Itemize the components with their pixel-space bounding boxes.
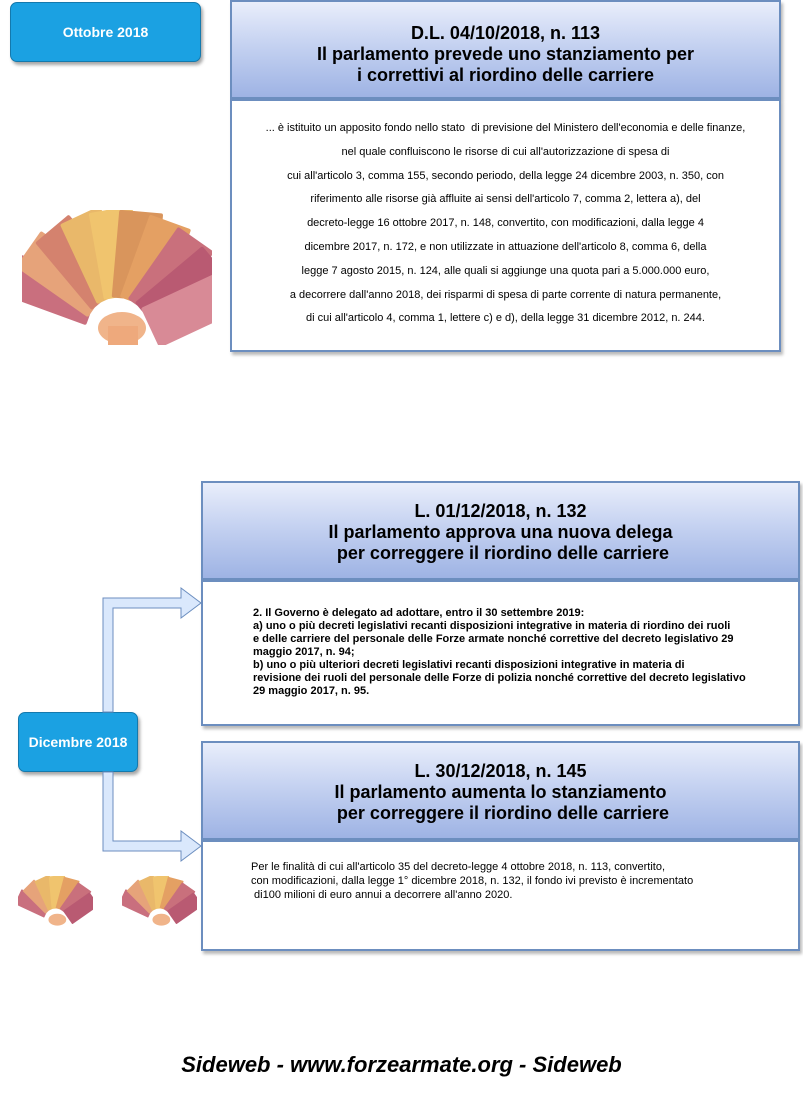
law-text-line: con modificazioni, dalla legge 1° dicembre 2018, n. 132, il fondo ivi previsto è incrementato <box>251 875 694 887</box>
law-text-line: dicembre 2017, n. 172, e non utilizzate in attuazione dell'articolo 8, comma 6, della <box>304 240 707 253</box>
law-subtitle: per correggere il riordino delle carriere <box>331 803 670 823</box>
footer-credit: Sideweb - www.forzearmate.org - Sideweb <box>181 1052 622 1077</box>
law-text-line: ... è istituito un apposito fondo nello stato di previsione del Ministero dell'economia e delle finanze, <box>265 122 746 134</box>
law-subtitle: Il parlamento approva una nuova delega <box>328 522 673 542</box>
law-card-l-132 <box>201 481 800 726</box>
law-text-line: di100 milioni di euro annui a decorrere all'anno 2020. <box>251 889 513 901</box>
law-text-line: b) uno o più ulteriori decreti legislativi recanti disposizioni integrative in materia di <box>253 659 685 671</box>
law-text-line: e delle carriere del personale delle Forze armate nonché correttive del decreto legislativo 29 <box>253 633 734 645</box>
law-text-line: maggio 2017, n. 94; <box>253 646 355 658</box>
date-label-december: Dicembre 2018 <box>18 712 138 772</box>
law-text-line: di cui all'articolo 4, comma 1, lettere c) e d), della legge 31 dicembre 2012, n. 244. <box>306 312 705 325</box>
law-card-body <box>201 580 800 726</box>
law-title: L. 30/12/2018, n. 145 <box>414 761 587 781</box>
law-text-line: cui all'articolo 3, comma 155, secondo periodo, della legge 24 dicembre 2003, n. 350, con <box>287 169 724 182</box>
law-subtitle: per correggere il riordino delle carriere <box>331 543 670 563</box>
law-title: D.L. 04/10/2018, n. 113 <box>410 23 601 43</box>
law-subtitle: Il parlamento prevede uno stanziamento per <box>316 44 695 64</box>
law-text-line: legge 7 agosto 2015, n. 124, alle quali si aggiunge una quota pari a 5.000.000 euro, <box>301 264 710 277</box>
law-card-body <box>230 99 781 352</box>
law-text-line: Per le finalità di cui all'articolo 35 del decreto-legge 4 ottobre 2018, n. 113, convertito, <box>251 861 666 873</box>
law-text-line: 29 maggio 2017, n. 95. <box>253 685 370 697</box>
law-card-l-145 <box>201 741 800 951</box>
arrow-to-law-145 <box>103 772 201 861</box>
law-card-body <box>201 840 800 951</box>
law-subtitle: Il parlamento aumenta lo stanziamento <box>334 782 667 802</box>
law-card-header <box>201 741 800 840</box>
law-title: L. 01/12/2018, n. 132 <box>414 501 587 521</box>
law-card-dl-113 <box>230 0 781 352</box>
law-card-header <box>201 481 800 580</box>
money-icon <box>18 876 93 926</box>
law-text-line: a decorrere dall'anno 2018, dei risparmi di spesa di parte corrente di natura permanente, <box>289 288 722 301</box>
law-subtitle: i correttivi al riordino delle carriere <box>356 65 655 85</box>
arrow-to-law-132 <box>103 588 201 712</box>
law-text-line: 2. Il Governo è delegato ad adottare, entro il 30 settembre 2019: <box>253 607 585 619</box>
law-text-line: a) uno o più decreti legislativi recanti disposizioni integrative in materia di riordino dei ruoli <box>253 620 731 632</box>
law-text-line: riferimento alle risorse già affluite ai sensi dell'articolo 7, comma 2, lettera a), del <box>310 193 701 206</box>
money-icon <box>122 876 197 926</box>
date-label-october: Ottobre 2018 <box>10 2 201 62</box>
law-text-line: decreto-legge 16 ottobre 2017, n. 148, convertito, con modificazioni, dalla legge 4 <box>307 217 704 230</box>
law-card-header <box>230 0 781 99</box>
law-text-line: revisione dei ruoli del personale delle Forze di polizia nonché correttive del decreto legislativo <box>253 672 746 684</box>
money-icon <box>22 210 212 345</box>
law-text-line: nel quale confluiscono le risorse di cui all'autorizzazione di spesa di <box>341 145 670 158</box>
